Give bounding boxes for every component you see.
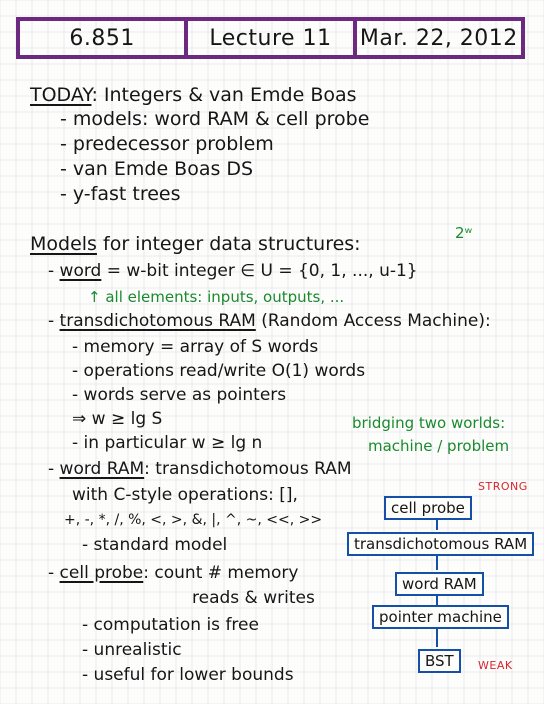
wordram-operators: +, -, *, /, %, <, >, &, |, ^, ~, <<, >> xyxy=(64,512,323,528)
word-definition xyxy=(48,260,418,282)
today-item: - y-fast trees xyxy=(60,183,181,205)
trans-item: - words serve as pointers xyxy=(72,385,287,405)
lecture-date: Mar. 22, 2012 xyxy=(353,21,521,55)
wordram-line: with C-style operations: [], xyxy=(72,485,298,505)
trans-item: ⇒ w ≥ lg S xyxy=(72,409,163,429)
cellprobe-line: - computation is free xyxy=(82,615,259,635)
weak-label: WEAK xyxy=(478,659,513,672)
node-pointer-machine: pointer machine xyxy=(372,605,509,629)
today-topic: : Integers & van Emde Boas xyxy=(91,84,357,106)
word-label: word xyxy=(59,261,102,281)
node-transdichotomous-ram: transdichotomous RAM xyxy=(347,532,534,556)
word-ram-definition xyxy=(48,458,352,480)
models-heading-rest: for integer data structures: xyxy=(103,233,361,255)
trans-dash: - xyxy=(48,311,55,331)
bridging-note: machine / problem xyxy=(368,437,510,455)
wordram-rest: : transdichotomous RAM xyxy=(144,459,352,479)
today-item: - models: word RAM & cell probe xyxy=(60,108,370,130)
node-cell-probe: cell probe xyxy=(384,496,472,520)
u-annotation: 2ʷ xyxy=(455,224,473,242)
cellprobe-line: - useful for lower bounds xyxy=(82,665,294,685)
course-number: 6.851 xyxy=(69,25,135,51)
cell-probe-definition xyxy=(48,562,298,584)
strong-label: STRONG xyxy=(478,480,528,493)
trans-item: - in particular w ≥ lg n xyxy=(72,433,263,453)
models-label: Models xyxy=(30,233,97,255)
wordram-dash: - xyxy=(48,459,55,479)
cellprobe-rest: : count # memory xyxy=(143,563,299,583)
cellprobe-line: - unrealistic xyxy=(82,640,182,660)
cellprobe-label: cell probe xyxy=(59,563,144,583)
wordram-line: - standard model xyxy=(82,535,228,555)
elements-note: ↑ all elements: inputs, outputs, ... xyxy=(88,288,345,306)
trans-item: - operations read/write O(1) words xyxy=(72,361,366,381)
cellprobe-line: reads & writes xyxy=(192,588,315,608)
trans-label: transdichotomous RAM xyxy=(59,311,256,331)
today-title xyxy=(30,84,357,106)
node-bst: BST xyxy=(418,649,461,673)
today-item: - predecessor problem xyxy=(60,133,274,155)
today-item: - van Emde Boas DS xyxy=(60,158,254,180)
trans-item: - memory = array of S words xyxy=(72,337,319,357)
lecture-number: Lecture 11 xyxy=(184,21,352,55)
wordram-label: word RAM xyxy=(59,459,145,479)
bridging-note: bridging two worlds: xyxy=(352,414,506,432)
trans-rest: (Random Access Machine): xyxy=(261,311,491,331)
word-rest: = w-bit integer ∈ U = {0, 1, ..., u-1} xyxy=(106,261,418,281)
lecture-header xyxy=(16,17,525,59)
today-label: TODAY xyxy=(30,84,92,106)
transdichotomous-definition xyxy=(48,310,491,332)
cellprobe-dash: - xyxy=(48,563,55,583)
word-dash: - xyxy=(48,261,55,281)
node-word-ram: word RAM xyxy=(395,572,484,596)
models-heading xyxy=(30,233,361,255)
